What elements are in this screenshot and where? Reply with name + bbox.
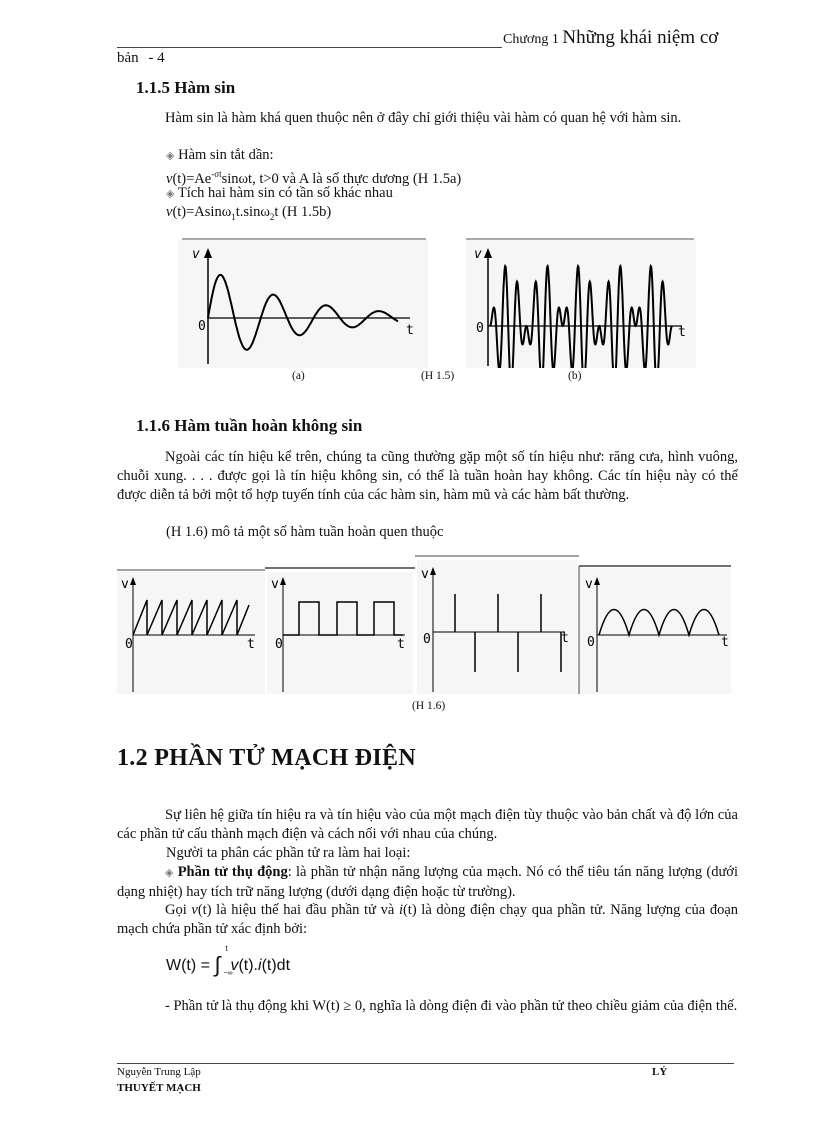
heading-1-1-6: 1.1.6 Hàm tuần hoàn không sin <box>136 416 363 435</box>
s115-bullet-2: ◈ Tích hai hàm sin có tần số khác nhau <box>166 185 393 201</box>
caption-a: (a) <box>292 370 305 382</box>
figure-periodic-signals <box>115 548 735 698</box>
axis-label-zero: 0 <box>198 319 206 334</box>
panel-bg <box>579 568 731 694</box>
page-number: - 4 <box>148 50 165 66</box>
footer-rule <box>117 1063 734 1064</box>
heading-1-2: 1.2 PHẦN TỬ MẠCH ĐIỆN <box>117 745 416 771</box>
axis-label-v: v <box>271 577 279 592</box>
axis-label-v: v <box>192 247 200 262</box>
s115-bullet-1: ◈ Hàm sin tắt dần: <box>166 147 274 163</box>
caption-h16: (H 1.6) <box>412 700 446 712</box>
axis-label-t: t <box>247 637 255 652</box>
bullet-icon: ◈ <box>166 188 175 200</box>
axis-label-t: t <box>406 323 414 338</box>
axis-label-v: v <box>585 577 593 592</box>
footer-book-title: THUYẾT MẠCH <box>117 1082 201 1094</box>
heading-1-1-5: 1.1.5 Hàm sin <box>136 78 236 97</box>
footer-author: Nguyễn Trung Lập <box>117 1066 201 1078</box>
axis-label-zero: 0 <box>275 637 283 652</box>
header-continuation <box>117 50 165 67</box>
header-rule <box>117 47 502 48</box>
panel-bg <box>417 560 577 694</box>
s12-paragraph-4: - Phần tử là thụ động khi W(t) ≥ 0, nghĩa là dòng điện đi vào phần tử theo chiều giảm của điện thế. <box>165 998 738 1014</box>
s116-paragraph: Ngoài các tín hiệu kể trên, chúng ta cũng thường gặp một số tín hiệu như: răng cưa, hình vuông, chuỗi xung. . . . được gọi là tín hiệu không sin, có thể là tuần hoàn hay không. Các tín hiệu này có thể được diễn tả bởi một tổ hợp tuyến tính của các hàm sin, hàm mũ và các hàm bất thường. <box>117 449 738 503</box>
chapter-title-continuation: bản <box>117 50 139 66</box>
chapter-header <box>503 27 718 49</box>
panel-bg <box>267 572 413 694</box>
bullet-icon: ◈ <box>166 150 175 162</box>
axis-label-v: v <box>421 567 429 582</box>
axis-label-zero: 0 <box>587 635 595 650</box>
axis-label-zero: 0 <box>423 632 431 647</box>
axis-label-zero: 0 <box>476 321 484 336</box>
axis-label-t: t <box>397 637 405 652</box>
bullet-icon: ◈ <box>165 867 174 879</box>
panel-bg <box>117 572 265 694</box>
s116-figure-intro: (H 1.6) mô tả một số hàm tuần hoàn quen thuộc <box>166 524 444 540</box>
s12-paragraph-1: Sự liên hệ giữa tín hiệu ra và tín hiệu vào của một mạch điện tùy thuộc vào bản chất và độ lớn của các phần tử cấu thành mạch điện và cách nối với nhau của chúng. <box>117 807 738 842</box>
energy-formula: W(t) = ∫ t −∞ v(t).i(t)dt <box>166 944 291 977</box>
formula-damped-sine: $v(t)=Ae^{-\sigma t}\sin\omega t$, t>0 và A là số thực dương (H 1.5a) <box>166 169 462 187</box>
s12-bullet-passive: ◈ Phần tử thụ động: là phần tử nhận năng lượng của mạch. Nó có thể tiêu tán năng lượng (dưới dạng nhiệt) hay tích trữ năng lượng (dưới dạng điện hoặc từ trường). <box>117 864 739 900</box>
footer-book-title-end: LÝ <box>652 1066 668 1078</box>
s115-intro: Hàm sin là hàm khá quen thuộc nên ở đây chỉ giới thiệu vài hàm có quan hệ với hàm sin. <box>165 110 682 126</box>
figure-background <box>178 240 428 368</box>
figure-damped-sine <box>178 236 428 368</box>
formula-sine-product: v(t)=Asinω$_1$t.sinω$_2$t (H 1.5b) <box>166 204 332 222</box>
caption-b: (b) <box>568 370 582 382</box>
chapter-label: Chương 1 <box>503 32 559 47</box>
axis-label-zero: 0 <box>125 637 133 652</box>
term-passive-element: Phần tử thụ động <box>177 864 288 880</box>
figure-sine-product <box>466 236 696 368</box>
axis-label-v: v <box>121 577 129 592</box>
s12-paragraph-3: Gọi v(t) là hiệu thế hai đầu phần tử và i(t) là dòng điện chạy qua phần tử. Năng lượng của đoạn mạch chứa phần tử xác định bởi: <box>117 902 739 937</box>
axis-label-t: t <box>561 631 569 646</box>
s12-paragraph-2: Người ta phân các phần tử ra làm hai loại: <box>166 845 411 861</box>
caption-h15: (H 1.5) <box>421 370 455 382</box>
chapter-title: Những khái niệm cơ <box>562 27 719 48</box>
axis-label-v: v <box>474 247 482 262</box>
axis-label-t: t <box>721 635 729 650</box>
axis-label-t: t <box>678 325 686 340</box>
